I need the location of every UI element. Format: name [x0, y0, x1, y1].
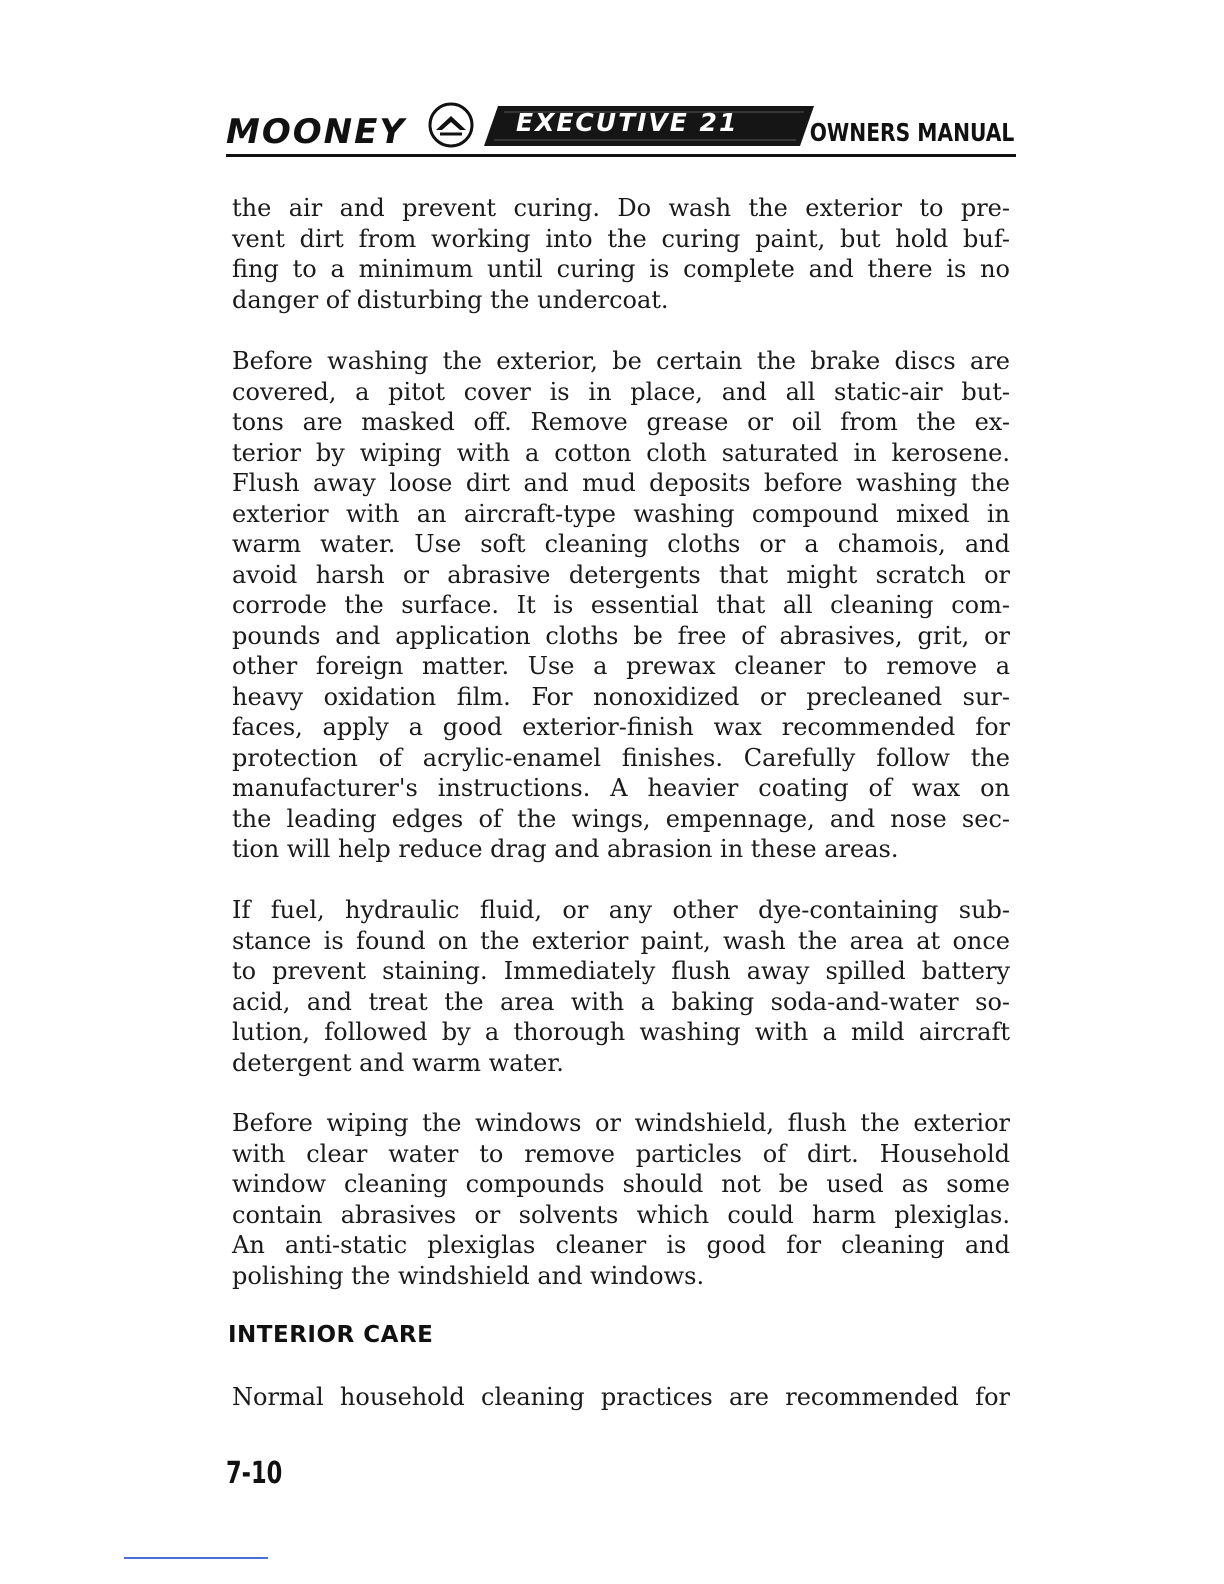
mooney-emblem-icon: [426, 100, 476, 150]
text-line: lution, followed by a thorough washing with a mild aircraft: [232, 1018, 1010, 1046]
text-line: contain abrasives or solvents which could harm plexiglas.: [232, 1200, 1010, 1229]
manual-title: OWNERS MANUAL: [809, 118, 1014, 147]
text-line: with clear water to remove particles of dirt. Household: [232, 1139, 1010, 1168]
text-line: acid, and treat the area with a baking soda-and-water so-: [232, 987, 1010, 1016]
paragraph-curing: [232, 193, 1010, 315]
text-line: faces, apply a good exterior-finish wax recommended for: [232, 713, 1010, 741]
text-line: vent dirt from working into the curing paint, but hold buf-: [232, 224, 1010, 253]
paragraph-windows: [232, 1108, 1010, 1291]
text-line: fing to a minimum until curing is complete and there is no: [232, 255, 1010, 283]
text-line: tons are masked off. Remove grease or oil from the ex-: [232, 408, 1010, 436]
text-line: corrode the surface. It is essential that all cleaning com-: [232, 591, 1010, 619]
text-line: terior by wiping with a cotton cloth saturated in kerosene.: [232, 438, 1010, 467]
text-line: to prevent staining. Immediately flush away spilled battery: [232, 957, 1010, 985]
text-line: polishing the windshield and windows.: [232, 1261, 705, 1290]
header-rule: [226, 154, 1016, 157]
text-line: avoid harsh or abrasive detergents that might scratch or: [232, 560, 1010, 589]
text-line: manufacturer's instructions. A heavier coating of wax on: [232, 774, 1010, 802]
page-number: 7-10: [226, 1456, 283, 1491]
text-line: heavy oxidation film. For nonoxidized or precleaned sur-: [232, 682, 1010, 711]
text-line: Before washing the exterior, be certain the brake discs are: [232, 347, 1010, 375]
text-line: Normal household cleaning practices are recommended for: [232, 1383, 1010, 1411]
text-line: If fuel, hydraulic fluid, or any other dye-containing sub-: [232, 896, 1010, 924]
text-line: warm water. Use soft cleaning cloths or a chamois, and: [232, 530, 1010, 558]
text-line: exterior with an aircraft-type washing compound mixed in: [232, 499, 1010, 528]
paragraph-dye-spills: [232, 895, 1010, 1078]
text-line: window cleaning compounds should not be used as some: [232, 1170, 1010, 1198]
section-heading: INTERIOR CARE: [228, 1322, 434, 1348]
text-line: covered, a pitot cover is in place, and all static-air but-: [232, 377, 1010, 406]
text-line: the leading edges of the wings, empennage, and nose sec-: [232, 804, 1010, 833]
text-line: stance is found on the exterior paint, wash the area at once: [232, 926, 1010, 955]
text-line: Flush away loose dirt and mud deposits before washing the: [232, 469, 1010, 497]
text-line: An anti-static plexiglas cleaner is good for cleaning and: [232, 1231, 1010, 1259]
text-line: other foreign matter. Use a prewax cleaner to remove a: [232, 652, 1010, 680]
brand-name: MOONEY: [226, 112, 406, 152]
model-name: EXECUTIVE 21: [516, 108, 739, 137]
text-line: detergent and warm water.: [232, 1048, 564, 1077]
paragraph-interior-care: [232, 1382, 1010, 1413]
text-line: protection of acrylic-enamel finishes. Carefully follow the: [232, 743, 1010, 772]
footer-rule: [124, 1557, 268, 1559]
text-line: the air and prevent curing. Do wash the exterior to pre-: [232, 194, 1010, 222]
text-line: Before wiping the windows or windshield, flush the exterior: [232, 1109, 1010, 1137]
text-line: tion will help reduce drag and abrasion in these areas.: [232, 835, 899, 863]
text-line: danger of disturbing the undercoat.: [232, 285, 669, 314]
paragraph-washing: [232, 346, 1010, 865]
page-header: [226, 94, 1016, 158]
text-line: pounds and application cloths be free of abrasives, grit, or: [232, 621, 1010, 650]
